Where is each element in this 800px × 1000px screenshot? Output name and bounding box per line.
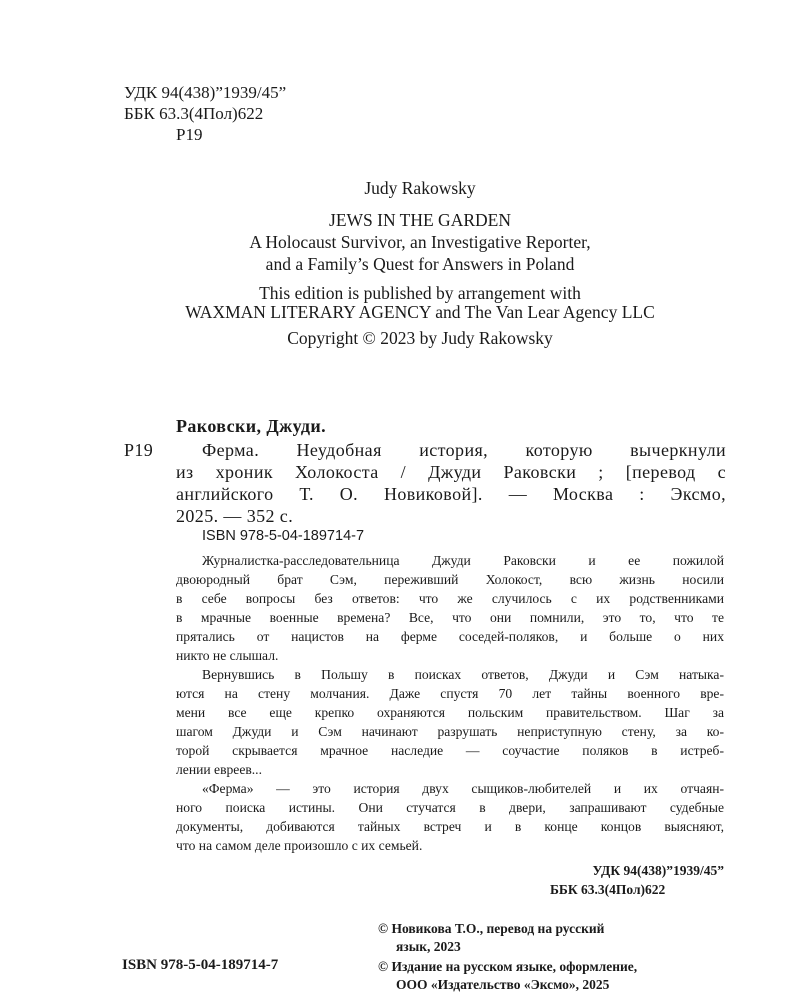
annotation-line: лении евреев... xyxy=(176,762,262,777)
footer-isbn: ISBN 978-5-04-189714-7 xyxy=(122,957,279,973)
annotation-line: Вернувшись в Польшу в поисках ответов, Джуди и Сэм натыка- xyxy=(202,667,724,682)
bottom-udk-code: УДК 94(438)”1939/45” xyxy=(592,863,724,878)
annotation-line: Журналистка-расследовательница Джуди Раковски и ее пожилой xyxy=(202,553,724,568)
author-mark: Р19 xyxy=(176,125,203,144)
catalog-isbn: ISBN 978-5-04-189714-7 xyxy=(202,528,365,544)
annotation-line: документы, добиваются тайных встреч и в конце концов выясняют, xyxy=(176,819,724,834)
annotation-line: торой скрывается мрачное наследие — соучастие поляков в истреб- xyxy=(176,743,724,758)
annotation-line: никто не слышал. xyxy=(176,648,279,663)
annotation-line: ного поиска истины. Они стучатся в двери, запрашивают судебные xyxy=(176,800,724,815)
original-subtitle-line2: and a Family’s Quest for Answers in Poland xyxy=(265,254,575,274)
annotation-line: в себе вопросы без ответов: что же случилось с их родственниками xyxy=(176,591,724,606)
original-author: Judy Rakowsky xyxy=(364,178,476,198)
catalog-line: Ферма. Неудобная история, которую вычеркнули xyxy=(202,440,726,460)
annotation-line: ются на стену молчания. Даже спустя 70 лет тайны военного вре- xyxy=(176,686,724,701)
udk-code: УДК 94(438)”1939/45” xyxy=(124,83,287,102)
arrangement-line1: This edition is published by arrangement with xyxy=(259,283,581,303)
catalog-line: 2025. — 352 с. xyxy=(176,506,294,526)
arrangement-line2: WAXMAN LITERARY AGENCY and The Van Lear Agency LLC xyxy=(185,302,655,322)
bottom-bbk-code: ББК 63.3(4Пол)622 xyxy=(550,882,666,897)
translation-copyright-line2: язык, 2023 xyxy=(396,939,461,954)
original-title: JEWS IN THE GARDEN xyxy=(329,210,511,230)
catalog-line: из хроник Холокоста / Джуди Раковски ; [перевод с xyxy=(176,462,726,482)
original-copyright: Copyright © 2023 by Judy Rakowsky xyxy=(287,328,553,348)
annotation-line: «Ферма» — это история двух сыщиков-любителей и их отчаян- xyxy=(202,781,724,796)
edition-copyright-line2: ООО «Издательство «Эксмо», 2025 xyxy=(396,977,610,992)
catalog-mark: Р19 xyxy=(124,440,154,460)
catalog-heading: Раковски, Джуди. xyxy=(176,416,327,436)
annotation-line: что на самом деле произошло с их семьей. xyxy=(176,838,423,853)
annotation-line: двоюродный брат Сэм, переживший Холокост, всю жизнь носили xyxy=(176,572,724,587)
catalog-line: английского Т. О. Новиковой]. — Москва : Эксмо, xyxy=(176,484,726,504)
original-subtitle-line1: A Holocaust Survivor, an Investigative Reporter, xyxy=(249,232,591,252)
bbk-code: ББК 63.3(4Пол)622 xyxy=(124,104,264,123)
annotation-line: в мрачные военные времена? Все, что они помнили, это то, что те xyxy=(176,610,724,625)
annotation-line: шагом Джуди и Сэм начинают разрушать неприступную стену, за ко- xyxy=(176,724,724,739)
annotation-line: прятались от нацистов на ферме соседей-поляков, и больше о них xyxy=(176,629,724,644)
translation-copyright-line1: © Новикова Т.О., перевод на русский xyxy=(378,921,605,936)
edition-copyright-line1: © Издание на русском языке, оформление, xyxy=(378,959,638,974)
annotation-line: мени все еще крепко охраняются польским правительством. Шаг за xyxy=(176,705,724,720)
